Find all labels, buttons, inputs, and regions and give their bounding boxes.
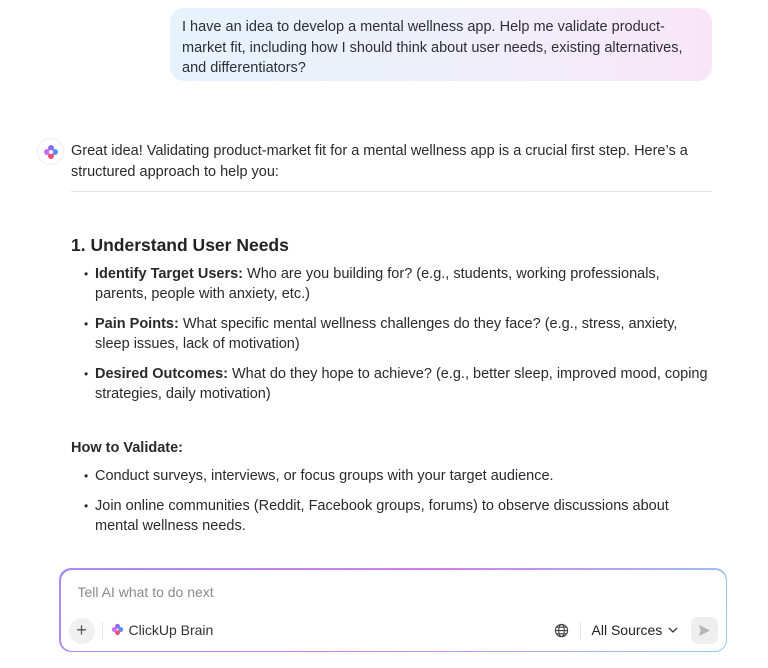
response-intro: Great idea! Validating product-market fit for a mental wellness app is a crucial first step. Here’s a structured approach to help you: <box>71 143 688 180</box>
list-item <box>95 264 712 305</box>
ai-response <box>71 141 712 546</box>
composer <box>59 568 727 652</box>
divider <box>71 191 712 192</box>
clickup-brain-icon <box>111 623 124 636</box>
validate-heading: How to Validate: <box>71 439 183 456</box>
add-button[interactable] <box>69 618 95 644</box>
send-button[interactable] <box>691 617 718 644</box>
prompt-input[interactable]: Tell AI what to do next <box>77 583 214 600</box>
list-item <box>95 364 712 405</box>
section-heading: 1. Understand User Needs <box>71 235 289 255</box>
list-item: • Join online communities (Reddit, Facebook groups, forums) to observe discussions about mental wellness needs. <box>95 496 712 537</box>
chevron-down-icon <box>668 627 678 633</box>
model-selector[interactable] <box>111 622 214 638</box>
send-icon <box>698 624 711 637</box>
user-needs-list <box>71 264 712 405</box>
scroll-fade <box>0 535 768 565</box>
item-text: Who are you building for? (e.g., students, working professionals, parents, people with anxiety, etc.) <box>95 265 660 302</box>
item-label: Pain Points: <box>95 315 179 332</box>
user-message-bubble: I have an idea to develop a mental wellness app. Help me validate product-market fit, including how I should think about user needs, existing alternatives, and differentiators? <box>170 8 712 81</box>
sources-label: All Sources <box>591 621 663 638</box>
globe-icon[interactable] <box>554 623 569 638</box>
model-label: ClickUp Brain <box>128 621 214 638</box>
item-label: Identify Target Users: <box>95 265 243 282</box>
list-item <box>95 314 712 355</box>
clickup-brain-icon <box>43 144 59 160</box>
item-text: What do they hope to achieve? (e.g., better sleep, improved mood, coping strategies, daily motivation) <box>95 365 708 402</box>
separator <box>580 622 581 640</box>
list-item: • Conduct surveys, interviews, or focus groups with your target audience. <box>95 466 712 487</box>
item-text: What specific mental wellness challenges do they face? (e.g., stress, anxiety, sleep issues, lack of motivation) <box>95 315 678 352</box>
plus-icon: + <box>76 620 87 640</box>
ai-avatar <box>37 138 64 165</box>
sources-dropdown[interactable] <box>592 622 679 638</box>
separator <box>102 622 103 640</box>
validate-list <box>71 466 712 537</box>
item-label: Desired Outcomes: <box>95 365 228 382</box>
